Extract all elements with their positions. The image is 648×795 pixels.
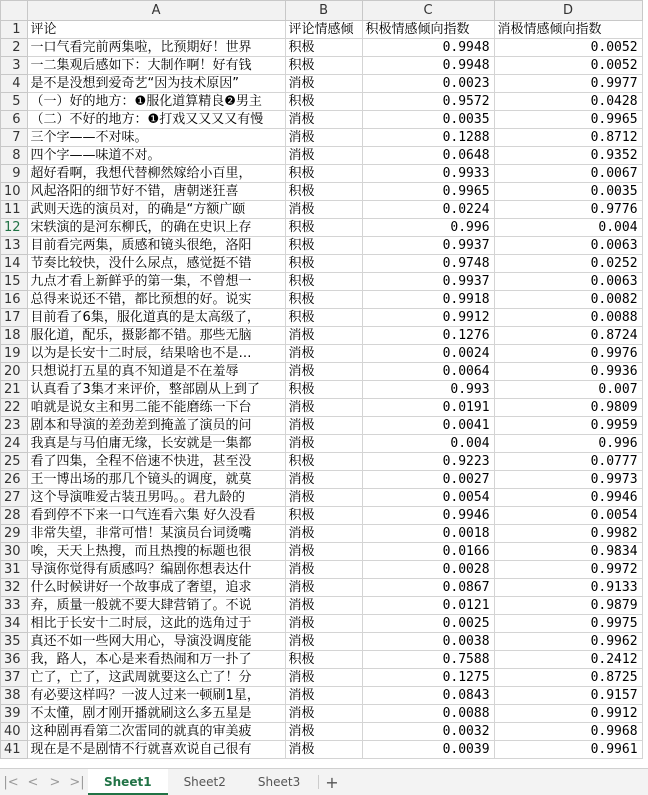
row-number[interactable]: 41 (1, 741, 28, 759)
column-header-c[interactable]: C (362, 1, 494, 21)
table-row (1, 57, 643, 75)
cell-comment[interactable]: 节奏比较快，没什么尿点，感觉挺不错 (27, 255, 285, 273)
cell-sentiment[interactable]: 积极 (285, 651, 362, 669)
cell-negative-index[interactable]: 0.9936 (494, 363, 642, 381)
cell-negative-index[interactable]: 0.9977 (494, 75, 642, 93)
row-number[interactable]: 35 (1, 633, 28, 651)
cell-sentiment[interactable]: 消极 (285, 147, 362, 165)
cell-positive-index[interactable]: 0.9223 (362, 453, 494, 471)
cell-positive-index[interactable]: 0.0023 (362, 75, 494, 93)
table-row (1, 255, 643, 273)
cell-negative-index[interactable]: 消极情感倾向指数 (494, 21, 642, 39)
cell-comment[interactable]: 剧本和导演的差劲差到掩盖了演员的问 (27, 417, 285, 435)
table-row (1, 327, 643, 345)
cell-comment[interactable]: 有必要这样吗？一波人过来一顿刷1星， (27, 687, 285, 705)
cell-positive-index[interactable]: 0.9946 (362, 507, 494, 525)
table-row (1, 93, 643, 111)
cell-positive-index[interactable]: 0.9948 (362, 39, 494, 57)
cell-positive-index[interactable]: 0.0088 (362, 705, 494, 723)
cell-comment[interactable]: 我，路人，本心是来看热闹和万一扑了 (27, 651, 285, 669)
cell-comment[interactable]: 真还不如一些网大用心，导演没调度能 (27, 633, 285, 651)
cell-sentiment[interactable]: 消极 (285, 705, 362, 723)
row-number[interactable]: 37 (1, 669, 28, 687)
column-header-d[interactable]: D (494, 1, 642, 21)
row-number[interactable]: 13 (1, 237, 28, 255)
table-row (1, 345, 643, 363)
table-row (1, 435, 643, 453)
cell-comment[interactable]: 只想说打五星的真不知道是不在羞辱 (27, 363, 285, 381)
column-header-b[interactable]: B (285, 1, 362, 21)
cell-positive-index[interactable]: 0.0032 (362, 723, 494, 741)
table-row (1, 183, 643, 201)
cell-positive-index[interactable]: 0.0018 (362, 525, 494, 543)
table-row (1, 615, 643, 633)
cell-positive-index[interactable]: 0.0028 (362, 561, 494, 579)
row-number[interactable]: 1 (1, 21, 28, 39)
tab-sheet1[interactable]: Sheet1 (88, 769, 168, 795)
row-number[interactable]: 26 (1, 471, 28, 489)
row-number[interactable]: 22 (1, 399, 28, 417)
cell-comment[interactable]: 宋轶演的是河东柳氏，的确在史识上存 (27, 219, 285, 237)
cell-negative-index[interactable]: 0.0054 (494, 507, 642, 525)
cell-comment[interactable]: 是不是没想到爱奇艺“因为技术原因” (27, 75, 285, 93)
cell-sentiment[interactable]: 消极 (285, 633, 362, 651)
cell-positive-index[interactable]: 0.0025 (362, 615, 494, 633)
table-row (1, 417, 643, 435)
cell-sentiment[interactable]: 积极 (285, 93, 362, 111)
cell-positive-index[interactable]: 0.1288 (362, 129, 494, 147)
cell-comment[interactable]: 目前看完两集，质感和镜头很绝，洛阳 (27, 237, 285, 255)
table-row (1, 471, 643, 489)
cell-positive-index[interactable]: 0.0035 (362, 111, 494, 129)
cell-positive-index[interactable]: 0.9748 (362, 255, 494, 273)
cell-comment[interactable]: 亡了，亡了，这武周就要这么亡了！分 (27, 669, 285, 687)
row-number[interactable]: 29 (1, 525, 28, 543)
cell-sentiment[interactable]: 积极 (285, 237, 362, 255)
cell-sentiment[interactable]: 消极 (285, 615, 362, 633)
cell-sentiment[interactable]: 消极 (285, 327, 362, 345)
cell-positive-index[interactable]: 0.004 (362, 435, 494, 453)
cell-sentiment[interactable]: 积极 (285, 381, 362, 399)
row-number[interactable]: 34 (1, 615, 28, 633)
cell-negative-index[interactable]: 0.8724 (494, 327, 642, 345)
row-number[interactable]: 11 (1, 201, 28, 219)
table-row (1, 309, 643, 327)
row-number[interactable]: 38 (1, 687, 28, 705)
cell-comment[interactable]: 现在是不是剧情不行就喜欢说自己很有 (27, 741, 285, 759)
cell-sentiment[interactable]: 积极 (285, 453, 362, 471)
cell-sentiment[interactable]: 积极 (285, 57, 362, 75)
table-row (1, 165, 643, 183)
cell-sentiment[interactable]: 消极 (285, 75, 362, 93)
row-number[interactable]: 21 (1, 381, 28, 399)
table-row (1, 147, 643, 165)
row-number[interactable]: 18 (1, 327, 28, 345)
row-number[interactable]: 14 (1, 255, 28, 273)
row-number[interactable]: 10 (1, 183, 28, 201)
cell-sentiment[interactable]: 积极 (285, 255, 362, 273)
table-row (1, 507, 643, 525)
cell-positive-index[interactable]: 0.9918 (362, 291, 494, 309)
cell-sentiment[interactable]: 消极 (285, 741, 362, 759)
add-sheet-button[interactable]: + (325, 772, 339, 792)
cell-negative-index[interactable]: 0.9972 (494, 561, 642, 579)
cell-positive-index[interactable]: 0.0648 (362, 147, 494, 165)
row-number[interactable]: 6 (1, 111, 28, 129)
table-row (1, 651, 643, 669)
cell-positive-index[interactable]: 0.0166 (362, 543, 494, 561)
cell-positive-index[interactable]: 0.0843 (362, 687, 494, 705)
cell-comment[interactable]: 武则天选的演员对，的确是“方额广颐 (27, 201, 285, 219)
table-row (1, 561, 643, 579)
row-number[interactable]: 15 (1, 273, 28, 291)
cell-sentiment[interactable]: 消极 (285, 129, 362, 147)
table-row (1, 453, 643, 471)
cell-positive-index[interactable]: 0.9937 (362, 237, 494, 255)
cell-comment[interactable]: 王一博出场的那几个镜头的调度，就莫 (27, 471, 285, 489)
table-row (1, 399, 643, 417)
cell-comment[interactable]: 弃，质量一般就不要大肆营销了。不说 (27, 597, 285, 615)
row-number[interactable]: 32 (1, 579, 28, 597)
cell-sentiment[interactable]: 消极 (285, 435, 362, 453)
cell-comment[interactable]: 四个字——味道不对。 (27, 147, 285, 165)
cell-comment[interactable]: 总得来说还不错，都比预想的好。说实 (27, 291, 285, 309)
row-number[interactable]: 27 (1, 489, 28, 507)
cell-comment[interactable]: 这个导演唯爱古装丑男吗。。君九龄的 (27, 489, 285, 507)
cell-negative-index[interactable]: 0.9776 (494, 201, 642, 219)
tab-divider (318, 775, 319, 789)
cell-negative-index[interactable]: 0.0088 (494, 309, 642, 327)
cell-comment[interactable]: 看到停不下来一口气连看六集 好久没看 (27, 507, 285, 525)
cell-negative-index[interactable]: 0.007 (494, 381, 642, 399)
cell-negative-index[interactable]: 0.9965 (494, 111, 642, 129)
cell-negative-index[interactable]: 0.0428 (494, 93, 642, 111)
cell-sentiment[interactable]: 消极 (285, 543, 362, 561)
cell-sentiment[interactable]: 积极 (285, 165, 362, 183)
column-header-row (1, 1, 643, 21)
cell-negative-index[interactable]: 0.0082 (494, 291, 642, 309)
cell-positive-index[interactable]: 0.0054 (362, 489, 494, 507)
cell-comment[interactable]: 我真是与马伯庸无缘，长安就是一集都 (27, 435, 285, 453)
cell-negative-index[interactable]: 0.0777 (494, 453, 642, 471)
cell-sentiment[interactable]: 消极 (285, 525, 362, 543)
cell-comment[interactable]: 一二集观后感如下：大制作啊！好有钱 (27, 57, 285, 75)
cell-sentiment[interactable]: 评论情感倾 (285, 21, 362, 39)
column-header-a[interactable]: A (27, 1, 285, 21)
cell-negative-index[interactable]: 0.9912 (494, 705, 642, 723)
table-row (1, 363, 643, 381)
cell-comment[interactable]: 这种剧再看第二次雷同的就真的审美疲 (27, 723, 285, 741)
table-row (1, 525, 643, 543)
cell-negative-index[interactable]: 0.9968 (494, 723, 642, 741)
cell-positive-index[interactable]: 积极情感倾向指数 (362, 21, 494, 39)
cell-sentiment[interactable]: 消极 (285, 417, 362, 435)
cell-negative-index[interactable]: 0.2412 (494, 651, 642, 669)
cell-positive-index[interactable]: 0.996 (362, 219, 494, 237)
row-number[interactable]: 36 (1, 651, 28, 669)
row-number[interactable]: 25 (1, 453, 28, 471)
cell-sentiment[interactable]: 消极 (285, 561, 362, 579)
cell-negative-index[interactable]: 0.0052 (494, 39, 642, 57)
cell-negative-index[interactable]: 0.9982 (494, 525, 642, 543)
cell-sentiment[interactable]: 消极 (285, 363, 362, 381)
cell-negative-index[interactable]: 0.9946 (494, 489, 642, 507)
cell-positive-index[interactable]: 0.0038 (362, 633, 494, 651)
row-number[interactable]: 19 (1, 345, 28, 363)
cell-positive-index[interactable]: 0.0867 (362, 579, 494, 597)
cell-sentiment[interactable]: 消极 (285, 399, 362, 417)
cell-sentiment[interactable]: 积极 (285, 219, 362, 237)
row-number[interactable]: 4 (1, 75, 28, 93)
row-number[interactable]: 20 (1, 363, 28, 381)
tab-sheet2[interactable]: Sheet2 (183, 775, 226, 789)
cell-sentiment[interactable]: 消极 (285, 111, 362, 129)
table-row (1, 597, 643, 615)
cell-comment[interactable]: 相比于长安十二时辰，这此的选角过于 (27, 615, 285, 633)
tab-sheet3[interactable]: Sheet3 (257, 775, 301, 789)
last-sheet-icon[interactable]: >| (69, 774, 85, 790)
cell-sentiment[interactable]: 积极 (285, 291, 362, 309)
select-all-corner[interactable] (1, 1, 28, 21)
table-row (1, 111, 643, 129)
cell-negative-index[interactable]: 0.8725 (494, 669, 642, 687)
row-number[interactable]: 39 (1, 705, 28, 723)
cell-positive-index[interactable]: 0.1276 (362, 327, 494, 345)
table-row (1, 579, 643, 597)
table-row (1, 75, 643, 93)
table-row (1, 381, 643, 399)
cell-sentiment[interactable]: 消极 (285, 201, 362, 219)
row-number[interactable]: 9 (1, 165, 28, 183)
cell-negative-index[interactable]: 0.8712 (494, 129, 642, 147)
cell-positive-index[interactable]: 0.0121 (362, 597, 494, 615)
cell-positive-index[interactable]: 0.0024 (362, 345, 494, 363)
cell-comment[interactable]: 风起洛阳的细节好不错，唐朝迷狂喜 (27, 183, 285, 201)
cell-positive-index[interactable]: 0.9948 (362, 57, 494, 75)
cell-comment[interactable]: 不太懂，剧才刚开播就刷这么多五星是 (27, 705, 285, 723)
table-row (1, 489, 643, 507)
cell-sentiment[interactable]: 消极 (285, 579, 362, 597)
table-row (1, 201, 643, 219)
cell-comment[interactable]: 非常失望，非常可惜！某演员台词烫嘴 (27, 525, 285, 543)
cell-comment[interactable]: 唉，天天上热搜，而且热搜的标题也很 (27, 543, 285, 561)
row-number[interactable]: 24 (1, 435, 28, 453)
row-number[interactable]: 30 (1, 543, 28, 561)
cell-positive-index[interactable]: 0.0039 (362, 741, 494, 759)
cell-positive-index[interactable]: 0.0041 (362, 417, 494, 435)
cell-positive-index[interactable]: 0.0191 (362, 399, 494, 417)
cell-positive-index[interactable]: 0.993 (362, 381, 494, 399)
sheet-tab-bar (0, 768, 648, 795)
cell-negative-index[interactable]: 0.0063 (494, 237, 642, 255)
cell-negative-index[interactable]: 0.9879 (494, 597, 642, 615)
table-row (1, 687, 643, 705)
cell-positive-index[interactable]: 0.0064 (362, 363, 494, 381)
cell-negative-index[interactable]: 0.9976 (494, 345, 642, 363)
row-number[interactable]: 31 (1, 561, 28, 579)
cell-negative-index[interactable]: 0.0252 (494, 255, 642, 273)
table-row (1, 129, 643, 147)
table-row (1, 723, 643, 741)
row-number[interactable]: 12 (1, 219, 28, 237)
cell-comment[interactable]: 看了四集，全程不倍速不快进，甚至没 (27, 453, 285, 471)
cell-sentiment[interactable]: 积极 (285, 309, 362, 327)
cell-sentiment[interactable]: 消极 (285, 669, 362, 687)
cell-positive-index[interactable]: 0.7588 (362, 651, 494, 669)
row-number[interactable]: 28 (1, 507, 28, 525)
row-number[interactable]: 8 (1, 147, 28, 165)
cell-positive-index[interactable]: 0.9965 (362, 183, 494, 201)
table-row (1, 543, 643, 561)
table-row (1, 219, 643, 237)
cell-comment[interactable]: 三个字——不对味。 (27, 129, 285, 147)
table-row-header (1, 21, 643, 39)
cell-negative-index[interactable]: 0.9809 (494, 399, 642, 417)
cell-comment[interactable]: 导演你觉得有质感吗？编剧你想表达什 (27, 561, 285, 579)
cell-negative-index[interactable]: 0.9157 (494, 687, 642, 705)
row-number[interactable]: 16 (1, 291, 28, 309)
cell-sentiment[interactable]: 消极 (285, 345, 362, 363)
cell-negative-index[interactable]: 0.004 (494, 219, 642, 237)
cell-positive-index[interactable]: 0.9912 (362, 309, 494, 327)
cell-negative-index[interactable]: 0.9961 (494, 741, 642, 759)
cell-comment[interactable]: （二）不好的地方：❶打戏又又又又有慢 (27, 111, 285, 129)
table-row (1, 741, 643, 759)
cell-sentiment[interactable]: 积极 (285, 39, 362, 57)
cell-negative-index[interactable]: 0.9352 (494, 147, 642, 165)
cell-negative-index[interactable]: 0.0063 (494, 273, 642, 291)
cell-comment[interactable]: 服化道，配乐，摄影都不错。那些无脑 (27, 327, 285, 345)
cell-sentiment[interactable]: 消极 (285, 471, 362, 489)
cell-positive-index[interactable]: 0.1275 (362, 669, 494, 687)
table-row (1, 273, 643, 291)
cell-sentiment[interactable]: 消极 (285, 489, 362, 507)
table-row (1, 705, 643, 723)
cell-comment[interactable]: 咱就是说女主和男二能不能磨练一下台 (27, 399, 285, 417)
cell-comment[interactable]: 评论 (27, 21, 285, 39)
row-number[interactable]: 17 (1, 309, 28, 327)
cell-comment[interactable]: 以为是长安十二时辰，结果啥也不是… (27, 345, 285, 363)
next-sheet-icon[interactable]: > (49, 774, 61, 790)
row-number[interactable]: 2 (1, 39, 28, 57)
cell-positive-index[interactable]: 0.9933 (362, 165, 494, 183)
row-number[interactable]: 7 (1, 129, 28, 147)
cell-negative-index[interactable]: 0.9962 (494, 633, 642, 651)
cell-positive-index[interactable]: 0.0027 (362, 471, 494, 489)
cell-negative-index[interactable]: 0.0067 (494, 165, 642, 183)
prev-sheet-icon[interactable]: < (27, 774, 39, 790)
cell-sentiment[interactable]: 积极 (285, 183, 362, 201)
table-row (1, 237, 643, 255)
cell-negative-index[interactable]: 0.0052 (494, 57, 642, 75)
cell-negative-index[interactable]: 0.9959 (494, 417, 642, 435)
first-sheet-icon[interactable]: |< (3, 774, 19, 790)
table-row (1, 39, 643, 57)
cell-comment[interactable]: 认真看了3集才来评价，整部剧从上到了 (27, 381, 285, 399)
table-row (1, 669, 643, 687)
cell-comment[interactable]: 九点才看上新鲜乎的第一集，不曾想一 (27, 273, 285, 291)
cell-negative-index[interactable]: 0.9133 (494, 579, 642, 597)
cell-sentiment[interactable]: 积极 (285, 507, 362, 525)
cell-comment[interactable]: 超好看啊，我想代替柳然嫁给小百里， (27, 165, 285, 183)
row-number[interactable]: 3 (1, 57, 28, 75)
cell-negative-index[interactable]: 0.996 (494, 435, 642, 453)
table-row (1, 291, 643, 309)
cell-positive-index[interactable]: 0.0224 (362, 201, 494, 219)
row-number[interactable]: 5 (1, 93, 28, 111)
cell-comment[interactable]: 一口气看完前两集啦，比预期好！世界 (27, 39, 285, 57)
cell-comment[interactable]: 目前看了6集，服化道真的是太高级了， (27, 309, 285, 327)
cell-negative-index[interactable]: 0.9834 (494, 543, 642, 561)
cell-sentiment[interactable]: 消极 (285, 687, 362, 705)
cell-comment[interactable]: （一）好的地方：❶服化道算精良❷男主 (27, 93, 285, 111)
row-number[interactable]: 33 (1, 597, 28, 615)
table-row (1, 633, 643, 651)
cell-negative-index[interactable]: 0.0035 (494, 183, 642, 201)
cell-positive-index[interactable]: 0.9937 (362, 273, 494, 291)
cell-negative-index[interactable]: 0.9973 (494, 471, 642, 489)
cell-positive-index[interactable]: 0.9572 (362, 93, 494, 111)
cell-sentiment[interactable]: 消极 (285, 723, 362, 741)
row-number[interactable]: 40 (1, 723, 28, 741)
cell-comment[interactable]: 什么时候讲好一个故事成了奢望，追求 (27, 579, 285, 597)
cell-negative-index[interactable]: 0.9975 (494, 615, 642, 633)
row-number[interactable]: 23 (1, 417, 28, 435)
cell-sentiment[interactable]: 消极 (285, 597, 362, 615)
cell-sentiment[interactable]: 积极 (285, 273, 362, 291)
